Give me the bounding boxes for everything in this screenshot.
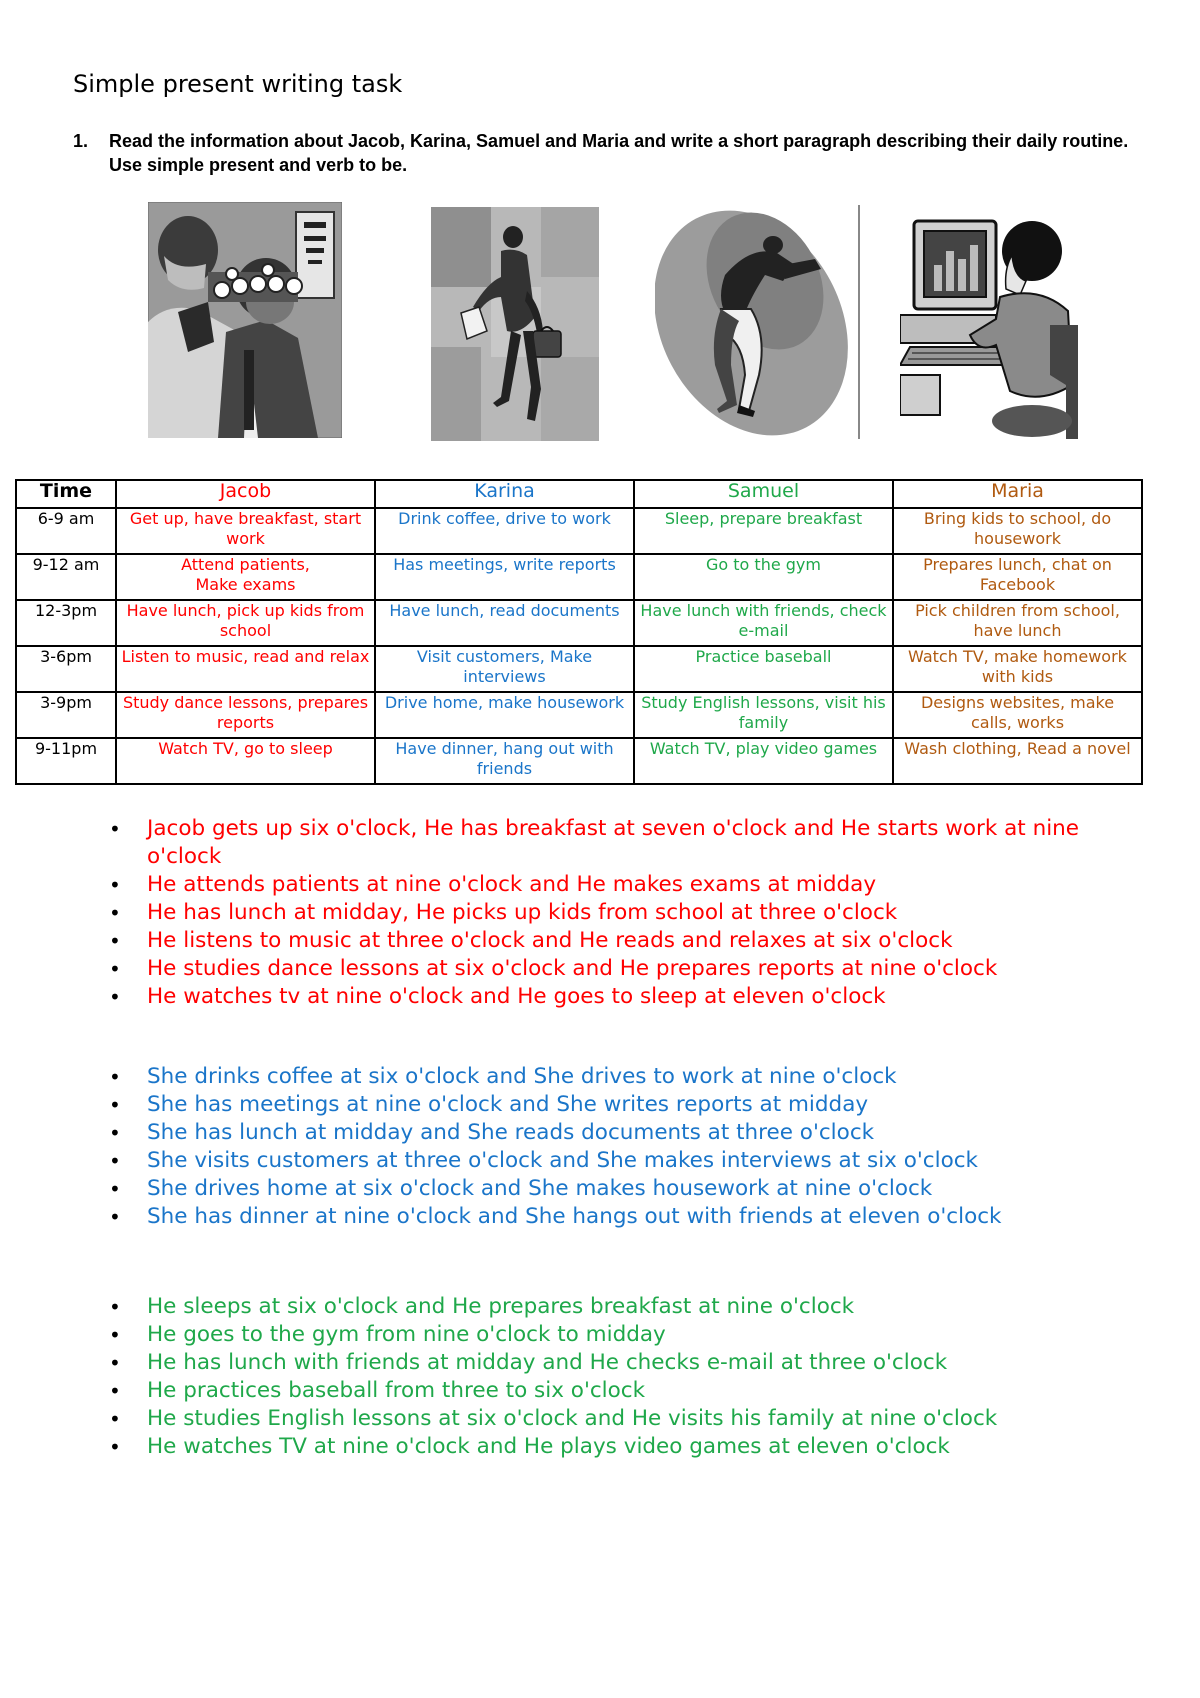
time-cell: 3-9pm [16, 692, 116, 738]
list-item [105, 1293, 1105, 1321]
woman-at-computer-clipart [900, 215, 1078, 439]
samuel-sentence-list [105, 1293, 1105, 1461]
jacob-cell: Study dance lessons, prepares reports [116, 692, 375, 738]
list-item [105, 1433, 1105, 1461]
header-maria: Maria [893, 480, 1142, 508]
jacob-sentence-list [105, 815, 1105, 1011]
bullet-icon: • [109, 1407, 121, 1431]
bullet-icon: • [109, 1435, 121, 1459]
bullet-icon: • [109, 901, 121, 925]
bullet-icon: • [109, 957, 121, 981]
bullet-icon: • [109, 1323, 121, 1347]
sentence-text: She has meetings at nine o'clock and She writes reports at midday [147, 1092, 869, 1117]
sentence-text: She has lunch at midday and She reads documents at three o'clock [147, 1120, 875, 1145]
list-item [105, 955, 1105, 983]
task-text: Read the information about Jacob, Karina, Samuel and Maria and write a short paragraph describing their daily routine. Use simple present and verb to be. [109, 131, 1129, 175]
sentence-text: She has dinner at nine o'clock and She hangs out with friends at eleven o'clock [147, 1204, 1002, 1229]
bullet-icon: • [109, 1177, 121, 1201]
sentence-text: He studies English lessons at six o'clock and He visits his family at nine o'clock [147, 1406, 998, 1431]
list-item [105, 899, 1105, 927]
jacob-cell: Attend patients, Make exams [116, 554, 375, 600]
bullet-icon: • [109, 1121, 121, 1145]
header-karina: Karina [375, 480, 634, 508]
table-row [16, 554, 1142, 600]
sentence-text: He studies dance lessons at six o'clock and He prepares reports at nine o'clock [147, 956, 998, 981]
bullet-icon: • [109, 985, 121, 1009]
time-cell: 9-11pm [16, 738, 116, 784]
list-item [105, 1405, 1105, 1433]
athlete-running-clipart [655, 205, 861, 439]
table-header-row [16, 480, 1142, 508]
karina-cell: Have dinner, hang out with friends [375, 738, 634, 784]
time-cell: 6-9 am [16, 508, 116, 554]
karina-cell: Drive home, make housework [375, 692, 634, 738]
sentence-text: He watches tv at nine o'clock and He goes to sleep at eleven o'clock [147, 984, 886, 1009]
sentence-text: He has lunch at midday, He picks up kids from school at three o'clock [147, 900, 898, 925]
bullet-icon: • [109, 817, 121, 841]
sentence-text: Jacob gets up six o'clock, He has breakfast at seven o'clock and He starts work at nine o'clock [147, 816, 1080, 869]
list-item [105, 927, 1105, 955]
bullet-icon: • [109, 1093, 121, 1117]
karina-cell: Has meetings, write reports [375, 554, 634, 600]
list-item [105, 983, 1105, 1011]
bullet-icon: • [109, 1149, 121, 1173]
list-item [105, 1119, 1105, 1147]
list-item [105, 871, 1105, 899]
jacob-cell: Watch TV, go to sleep [116, 738, 375, 784]
bullet-icon: • [109, 929, 121, 953]
time-cell: 9-12 am [16, 554, 116, 600]
table-row [16, 646, 1142, 692]
bullet-icon: • [109, 1295, 121, 1319]
list-item [105, 1377, 1105, 1405]
sentence-text: She visits customers at three o'clock and She makes interviews at six o'clock [147, 1148, 979, 1173]
samuel-cell: Sleep, prepare breakfast [634, 508, 893, 554]
page-title: Simple present writing task [73, 70, 403, 98]
man-with-microscope-clipart [148, 202, 342, 438]
maria-cell: Bring kids to school, do housework [893, 508, 1142, 554]
header-samuel: Samuel [634, 480, 893, 508]
routine-table [15, 479, 1143, 785]
maria-cell: Prepares lunch, chat on Facebook [893, 554, 1142, 600]
bullet-icon: • [109, 1379, 121, 1403]
table-row [16, 600, 1142, 646]
sentence-text: He attends patients at nine o'clock and He makes exams at midday [147, 872, 877, 897]
time-cell: 3-6pm [16, 646, 116, 692]
bullet-icon: • [109, 1205, 121, 1229]
jacob-cell: Get up, have breakfast, start work [116, 508, 375, 554]
karina-cell: Drink coffee, drive to work [375, 508, 634, 554]
table-row [16, 692, 1142, 738]
time-cell: 12-3pm [16, 600, 116, 646]
maria-cell: Wash clothing, Read a novel [893, 738, 1142, 784]
sentence-text: He watches TV at nine o'clock and He plays video games at eleven o'clock [147, 1434, 950, 1459]
maria-cell: Designs websites, make calls, works [893, 692, 1142, 738]
list-item [105, 1175, 1105, 1203]
samuel-cell: Watch TV, play video games [634, 738, 893, 784]
header-time: Time [16, 480, 116, 508]
list-item [105, 815, 1105, 871]
table-row [16, 508, 1142, 554]
samuel-cell: Go to the gym [634, 554, 893, 600]
sentence-text: He practices baseball from three to six o'clock [147, 1378, 646, 1403]
sentence-text: She drives home at six o'clock and She makes housework at nine o'clock [147, 1176, 933, 1201]
jacob-cell: Have lunch, pick up kids from school [116, 600, 375, 646]
samuel-cell: Have lunch with friends, check e-mail [634, 600, 893, 646]
karina-cell: Have lunch, read documents [375, 600, 634, 646]
list-item [105, 1063, 1105, 1091]
bullet-icon: • [109, 873, 121, 897]
karina-cell: Visit customers, Make interviews [375, 646, 634, 692]
list-item [105, 1203, 1105, 1231]
jacob-cell: Listen to music, read and relax [116, 646, 375, 692]
sentence-text: He goes to the gym from nine o'clock to midday [147, 1322, 666, 1347]
list-item [105, 1321, 1105, 1349]
sentence-text: She drinks coffee at six o'clock and She drives to work at nine o'clock [147, 1064, 897, 1089]
task-number: 1. [73, 131, 89, 151]
woman-walking-with-briefcase-clipart [431, 207, 599, 441]
bullet-icon: • [109, 1065, 121, 1089]
samuel-cell: Study English lessons, visit his family [634, 692, 893, 738]
table-row [16, 738, 1142, 784]
sentence-text: He listens to music at three o'clock and He reads and relaxes at six o'clock [147, 928, 953, 953]
header-jacob: Jacob [116, 480, 375, 508]
karina-sentence-list [105, 1063, 1105, 1231]
list-item [105, 1349, 1105, 1377]
bullet-icon: • [109, 1351, 121, 1375]
list-item [105, 1091, 1105, 1119]
maria-cell: Watch TV, make homework with kids [893, 646, 1142, 692]
sentence-text: He sleeps at six o'clock and He prepares breakfast at nine o'clock [147, 1294, 855, 1319]
sentence-text: He has lunch with friends at midday and He checks e-mail at three o'clock [147, 1350, 948, 1375]
maria-cell: Pick children from school, have lunch [893, 600, 1142, 646]
list-item [105, 1147, 1105, 1175]
samuel-cell: Practice baseball [634, 646, 893, 692]
